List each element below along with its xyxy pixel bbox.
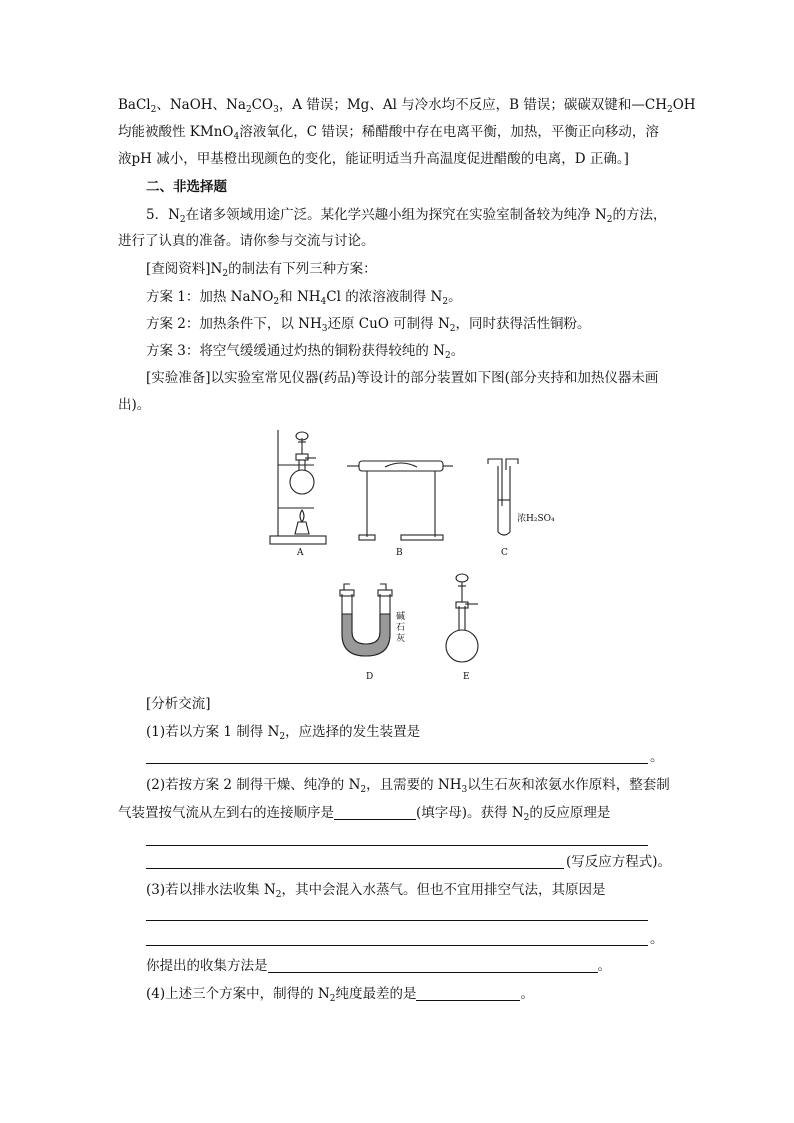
- apparatus-c: [484, 456, 524, 540]
- q2-line-2: 气装置按气流从左到右的连接顺序是 (填字母)。获得 $N_2$的反应原理是: [118, 805, 611, 823]
- apparatus-b: [345, 455, 455, 543]
- intro-line-3: 液pH 减小，甲基橙出现颜色的变化，能证明适当升高温度促进醋酸的电离，D 正确。]: [118, 151, 629, 167]
- prep-line-2: 出)。: [118, 397, 151, 413]
- label-e: E: [463, 672, 470, 682]
- label-b: B: [396, 548, 403, 558]
- apparatus-d: [336, 584, 398, 660]
- label-c: C: [501, 548, 508, 558]
- intro-line-1: BaCl$_2$、NaOH、$Na_2CO_3$，A 错误；Mg、Al 与冷水均不反应，B 错误；碳碳双键和$—CH_2OH$: [118, 97, 696, 115]
- section-heading: 二、非选择题: [146, 179, 227, 195]
- q5-line-3: [查阅资料]$N_2$的制法有下列三种方案：: [146, 261, 377, 279]
- q4-answer-blank[interactable]: [416, 986, 520, 1001]
- scheme-3: 方案 3：将空气缓缓通过灼热的铜粉获得较纯的 $N_2$。: [146, 343, 465, 361]
- apparatus-a: [268, 428, 330, 548]
- q3-line-1: (3)若以排水法收集 $N_2$，其中会混入水蒸气。但也不宜用排空气法，其原因是: [146, 882, 606, 900]
- q1-answer-blank[interactable]: [146, 763, 648, 764]
- prep-line-1: [实验准备]以实验室常见仪器(药品)等设计的部分装置如下图(部分夹持和加热仪器未画: [146, 370, 659, 386]
- q2-note: (写反应方程式)。: [566, 854, 672, 870]
- q5-line-1: 5．$N_2$在诸多领域用途广泛。某化学兴趣小组为探究在实验室制备较为纯净 $N_2$的方法，: [146, 207, 667, 225]
- q1-text: (1)若以方案 1 制得 $N_2$，应选择的发生装置是: [146, 724, 421, 742]
- d-reagent-label: 碱 石 灰: [396, 612, 406, 644]
- q3-method-blank[interactable]: [268, 958, 598, 973]
- q4-line: (4)上述三个方案中，制得的 $N_2$纯度最差的是 。: [146, 986, 534, 1004]
- q1-end: 。: [650, 749, 664, 765]
- scheme-1: 方案 1：加热 NaNO$_2$和 $NH_4Cl$ 的浓溶液制得 $N_2$。: [146, 289, 462, 307]
- q5-line-2: 进行了认真的准备。请你参与交流与讨论。: [118, 233, 375, 249]
- q3-reason-blank-1[interactable]: [146, 920, 648, 921]
- q3-line-2: 你提出的收集方法是 。: [146, 958, 611, 974]
- q2-order-blank[interactable]: [334, 805, 416, 820]
- label-d: D: [366, 672, 374, 682]
- c-reagent-label: 浓H₂SO₄: [517, 514, 555, 524]
- intro-line-2: 均能被酸性 KMnO$_4$溶液氧化，C 错误；稀醋酸中存在电离平衡，加热，平衡正向移动，溶: [118, 124, 659, 142]
- analysis-heading: [分析交流]: [146, 696, 211, 712]
- q2-reaction-blank-2[interactable]: [146, 868, 564, 869]
- scheme-2: 方案 2：加热条件下，以 $NH_3$还原 CuO 可制得 $N_2$，同时获得活性铜粉。: [146, 316, 591, 334]
- apparatus-e: [442, 570, 486, 668]
- label-a: A: [297, 548, 304, 558]
- q2-line-1: (2)若按方案 2 制得干燥、纯净的 $N_2$，且需要的 $NH_3$以生石灰和浓氨水作原料，整套制: [146, 777, 670, 795]
- q3-reason-blank-2[interactable]: [146, 945, 648, 946]
- q2-reaction-blank-1[interactable]: [146, 845, 648, 846]
- q3-end: 。: [650, 931, 664, 947]
